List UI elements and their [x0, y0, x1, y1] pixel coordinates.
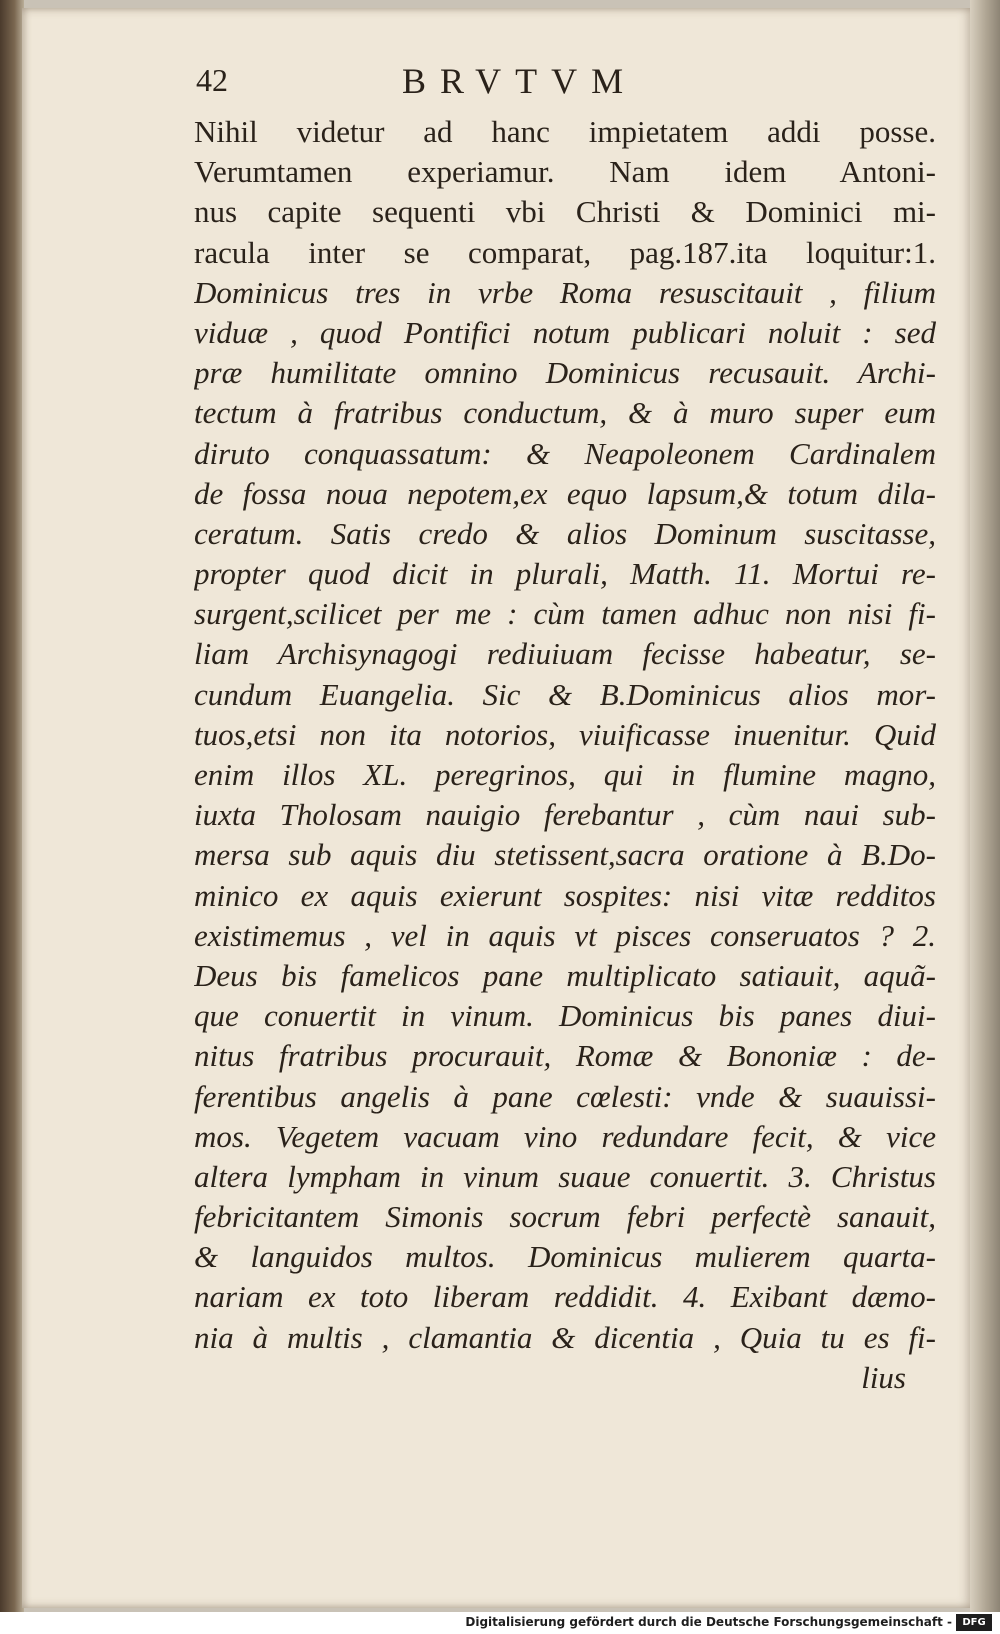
text-line: viduæ , quod Pontifici notum publicari noluit : sed — [194, 314, 936, 350]
text-line: cundum Euangelia. Sic & B.Dominicus alios mor- — [194, 676, 936, 712]
text-line: tectum à fratribus conductum, & à muro super eum — [194, 395, 936, 431]
text-line: mos. Vegetem vacuam vino redundare fecit, & vice — [194, 1118, 936, 1154]
footer-bar — [0, 1612, 1000, 1634]
text-line: que conuertit in vinum. Dominicus bis panes diui- — [194, 998, 936, 1034]
funding-credit: Digitalisierung gefördert durch die Deutsche Forschungsgemeinschaft - — [465, 1615, 952, 1629]
text-line: mersa sub aquis diu stetissent,sacra oratione à B.Do- — [194, 837, 936, 873]
text-line: ceratum. Satis credo & alios Dominum suscitasse, — [194, 515, 936, 551]
text-line: & languidos multos. Dominicus mulierem quarta- — [194, 1239, 936, 1275]
text-line: altera lympham in vinum suaue conuertit. 3. Christus — [194, 1158, 936, 1194]
text-line: nia à multis , clamantia & dicentia , Quia tu es fi- — [194, 1319, 936, 1355]
page-fore-edge — [970, 0, 1000, 1612]
text-line: Nihil videtur ad hanc impietatem addi posse. — [194, 114, 936, 149]
dfg-logo: DFG — [956, 1614, 992, 1631]
text-line: Verumtamen experiamur. Nam idem Antoni- — [194, 154, 936, 190]
text-line: præ humilitate omnino Dominicus recusauit. Archi- — [194, 355, 936, 391]
text-line: nariam ex toto liberam reddidit. 4. Exibant dæmo- — [194, 1279, 936, 1315]
text-line: tuos,etsi non ita notorios, viuificasse inuenitur. Quid — [194, 716, 936, 752]
text-line: surgent,scilicet per me : cùm tamen adhuc non nisi fi- — [194, 596, 936, 632]
text-line: diruto conquassatum: & Neapoleonem Cardinalem — [194, 435, 936, 471]
text-line: febricitantem Simonis socrum febri perfectè sanauit, — [194, 1199, 936, 1235]
text-line: ferentibus angelis à pane cœlesti: vnde & suauissi- — [194, 1078, 936, 1114]
text-line: existimemus , vel in aquis vt pisces conseruatos ? 2. — [194, 917, 936, 953]
running-head — [172, 60, 932, 106]
text-line: nitus fratribus procurauit, Romæ & Bononiæ : de- — [194, 1038, 936, 1074]
running-title: BRVTVM — [402, 61, 638, 101]
page-number: 42 — [196, 62, 228, 98]
text-line: enim illos XL. peregrinos, qui in flumine magno, — [194, 757, 936, 792]
text-line: iuxta Tholosam nauigio ferebantur , cùm naui sub- — [194, 797, 936, 833]
text-line: propter quod dicit in plurali, Matth. 11. Mortui re- — [194, 556, 936, 592]
catchword: lius — [861, 1359, 906, 1395]
text-line: de fossa noua nepotem,ex equo lapsum,& totum dila- — [194, 475, 936, 511]
text-line: nus capite sequenti vbi Christi & Dominici mi- — [194, 194, 936, 230]
text-line: racula inter se comparat, pag.187.ita loquitur:1. — [194, 234, 936, 270]
text-line: minico ex aquis exierunt sospites: nisi vitæ redditos — [194, 877, 936, 913]
book-spine — [0, 0, 24, 1612]
text-line: Dominicus tres in vrbe Roma resuscitauit , filium — [194, 274, 936, 310]
text-line: Deus bis famelicos pane multiplicato satiauit, aquã- — [194, 957, 936, 993]
body-text — [194, 112, 936, 1398]
text-line: liam Archisynagogi rediuiuam fecisse habeatur, se- — [194, 636, 936, 672]
